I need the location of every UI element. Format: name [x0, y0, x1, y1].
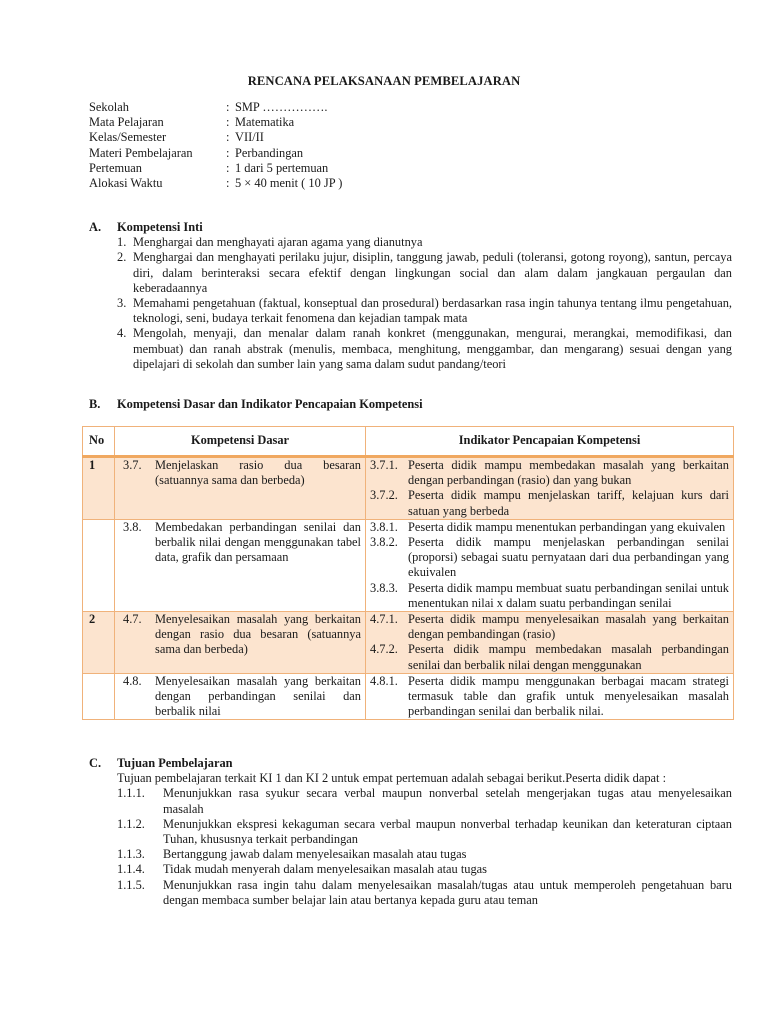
indicator-cell: [366, 519, 734, 611]
identity-colon: :: [226, 115, 230, 130]
section-title: Kompetensi Inti: [117, 220, 203, 234]
kd-entry: [119, 520, 361, 566]
indicator-number: 3.8.2.: [370, 535, 398, 550]
indicator-text: Peserta didik mampu menggunakan berbagai macam strategi termasuk table dan grafik untuk menyelesaikan masalah perbandingan senilai dan berbalik nilai.: [408, 673, 729, 719]
identity-colon: :: [226, 100, 230, 114]
identity-block: [89, 100, 342, 191]
objective-item: [117, 786, 732, 816]
identity-value: 5 × 40 menit ( 10 JP ): [235, 175, 343, 190]
kd-text: Menyelesaikan masalah yang berkaitan dengan perbandingan senilai dan berbalik nilai: [155, 673, 361, 719]
kd-cell: [115, 519, 366, 611]
column-header-indicator: Indikator Pencapaian Kompetensi: [366, 427, 734, 457]
section-letter: C.: [89, 756, 102, 770]
column-header-no: No: [83, 427, 115, 457]
kd-number: 4.8.: [123, 673, 142, 688]
section-heading: [89, 397, 732, 412]
indicator-cell: [366, 673, 734, 720]
kd-number: 3.7.: [123, 458, 142, 472]
indicator-cell: [366, 457, 734, 520]
objective-item: [117, 817, 732, 847]
kompetensi-table: [82, 426, 734, 720]
identity-row-school: [89, 100, 342, 115]
indicator-entry: [370, 488, 729, 518]
identity-label: Alokasi Waktu: [89, 175, 163, 190]
section-tujuan-pembelajaran: [89, 756, 732, 908]
indicator-text: Peserta didik mampu membedakan masalah perbandingan senilai dan berbalik nilai dengan menggunakan: [408, 642, 729, 672]
indicator-entry: [370, 612, 729, 642]
objective-number: 1.1.3.: [117, 847, 145, 862]
indicator-text: Peserta didik mampu menyelesaikan masalah yang berkaitan dengan pembandingan (rasio): [408, 612, 729, 642]
identity-colon: :: [226, 160, 230, 175]
identity-label: Mata Pelajaran: [89, 115, 164, 130]
objective-text: Menunjukkan rasa syukur secara verbal maupun nonverbal setelah mengerjakan tugas atau menyelesaikan masalah: [163, 786, 732, 816]
table-row: [83, 673, 734, 720]
ki-number: 1.: [117, 235, 127, 250]
identity-value: Matematika: [235, 115, 295, 130]
indicator-number: 4.8.1.: [370, 673, 398, 688]
section-letter: A.: [89, 220, 102, 234]
objective-text: Bertanggung jawab dalam menyelesaikan masalah atau tugas: [163, 847, 467, 862]
ki-item: [89, 250, 732, 296]
ki-item: [89, 235, 732, 250]
identity-label: Materi Pembelajaran: [89, 145, 193, 160]
identity-value: VII/II: [235, 130, 264, 145]
kd-entry: [119, 674, 361, 720]
column-header-kd: Kompetensi Dasar: [115, 427, 366, 457]
kd-cell: [115, 457, 366, 520]
identity-row-meeting: [89, 161, 342, 176]
indicator-entry: [370, 535, 729, 581]
indicator-entry: [370, 520, 729, 535]
identity-label: Kelas/Semester: [89, 130, 167, 145]
table-row: [83, 457, 734, 520]
section-heading: [89, 756, 732, 771]
row-number: [83, 673, 115, 720]
identity-row-time: [89, 176, 342, 191]
ki-text: Memahami pengetahuan (faktual, konseptual dan prosedural) berdasarkan rasa ingin tahunya tentang ilmu pengetahuan, teknologi, seni, budaya terkait fenomena dan kejadian tampak mata: [133, 296, 732, 326]
kd-entry: [119, 612, 361, 658]
section-title: Kompetensi Dasar dan Indikator Pencapaian Kompetensi: [117, 397, 423, 411]
indicator-text: Peserta didik mampu menentukan perbandingan yang ekuivalen: [408, 519, 726, 534]
objective-number: 1.1.4.: [117, 862, 145, 877]
identity-row-subject: [89, 115, 342, 130]
identity-label: Pertemuan: [89, 160, 142, 175]
table-header-row: [83, 427, 734, 457]
indicator-number: 4.7.1.: [370, 612, 398, 627]
identity-row-class: [89, 130, 342, 145]
table-row: [83, 612, 734, 674]
indicator-text: Peserta didik mampu menjelaskan tariff, kelajuan kurs dari satuan yang berbeda: [408, 488, 729, 518]
identity-row-material: [89, 146, 342, 161]
section-title: Tujuan Pembelajaran: [117, 756, 233, 770]
ki-text: Menghargai dan menghayati ajaran agama yang dianutnya: [133, 235, 423, 250]
kd-text: Menyelesaikan masalah yang berkaitan dengan rasio dua besaran (satuannya sama dan berbeda): [155, 612, 361, 657]
kd-cell: [115, 612, 366, 674]
ki-number: 4.: [117, 326, 127, 341]
objective-item: [117, 847, 732, 862]
objective-text: Menunjukkan ekspresi kekaguman secara verbal maupun nonverbal terhadap keunikan dan keteraturan ciptaan Tuhan, khususnya terkait perbandingan: [163, 816, 732, 847]
indicator-entry: [370, 581, 729, 611]
indicator-cell: [366, 612, 734, 674]
objective-text: Tidak mudah menyerah dalam menyelesaikan masalah atau tugas: [163, 862, 488, 877]
section-heading: [89, 220, 732, 235]
indicator-number: 3.8.1.: [370, 519, 398, 534]
identity-colon: :: [226, 175, 230, 190]
identity-colon: :: [226, 130, 230, 145]
ki-number: 2.: [117, 250, 127, 265]
objective-number: 1.1.2.: [117, 816, 145, 831]
objective-text: Menunjukkan rasa ingin tahu dalam menyelesaikan masalah/tugas atau untuk memperoleh pengetahuan baru dengan membaca sumber belajar lain atau bertanya kepada guru atau teman: [163, 877, 732, 907]
row-number: 2: [83, 612, 115, 674]
kd-cell: [115, 673, 366, 720]
indicator-entry: [370, 458, 729, 488]
kd-text: Menjelaskan rasio dua besaran (satuannya sama dan berbeda): [155, 458, 361, 488]
kd-number: 3.8.: [123, 519, 142, 534]
row-number: [83, 519, 115, 611]
indicator-text: Peserta didik mampu menjelaskan perbandingan senilai (proporsi) sebagai suatu pernyataan dari dua perbandingan yang ekuivalen: [408, 535, 729, 580]
objective-number: 1.1.5.: [117, 877, 145, 892]
section-kompetensi-dasar: [89, 397, 732, 412]
ki-text: Menghargai dan menghayati perilaku jujur, disiplin, tanggung jawab, peduli (toleransi, gotong royong), santun, percaya diri, dalam berinteraksi secara efektif dengan lingkungan social dan alam dalam jangkauan pergaulan dan keberadaannya: [133, 250, 732, 295]
indicator-number: 3.7.2.: [370, 488, 398, 503]
ki-item: [89, 296, 732, 326]
identity-value: Perbandingan: [235, 145, 304, 160]
document-title: RENCANA PELAKSANAAN PEMBELAJARAN: [247, 74, 521, 88]
indicator-text: Peserta didik mampu membuat suatu perbandingan senilai untuk menentukan nilai x dalam suatu perbandingan senilai: [408, 580, 729, 610]
kd-number: 4.7.: [123, 612, 142, 627]
table-row: [83, 519, 734, 611]
indicator-number: 4.7.2.: [370, 642, 398, 657]
section-kompetensi-inti: [89, 220, 732, 372]
identity-colon: :: [226, 145, 230, 160]
objective-item: [117, 878, 732, 908]
objective-item: [117, 862, 732, 877]
indicator-number: 3.7.1.: [370, 458, 398, 472]
identity-value: SMP …………….: [235, 100, 328, 114]
indicator-text: Peserta didik mampu membedakan masalah yang berkaitan dengan perbandingan (rasio) dan yang bukan: [408, 458, 729, 488]
objective-number: 1.1.1.: [117, 786, 145, 801]
ki-item: [89, 326, 732, 372]
section-intro: Tujuan pembelajaran terkait KI 1 dan KI 2 untuk empat pertemuan adalah sebagai berikut.Peserta didik dapat :: [117, 771, 667, 786]
indicator-number: 3.8.3.: [370, 580, 398, 595]
row-number: 1: [83, 457, 115, 520]
ki-text: Mengolah, menyaji, dan menalar dalam ranah konkret (menggunakan, mengurai, merangkai, memodifikasi, dan membuat) dan ranah abstrak (menulis, membaca, menghitung, menggambar, dan mengarang) sesuai dengan yang dipelajari di sekolah dan sumber lain yang sama dalam sudut pandang/teori: [133, 326, 732, 371]
identity-label: Sekolah: [89, 100, 129, 114]
indicator-entry: [370, 642, 729, 672]
kd-entry: [119, 458, 361, 488]
identity-value: 1 dari 5 pertemuan: [235, 160, 329, 175]
indicator-entry: [370, 674, 729, 720]
section-letter: B.: [89, 397, 101, 411]
kd-text: Membedakan perbandingan senilai dan berbalik nilai dengan menggunakan tabel data, grafik dan persamaan: [155, 519, 361, 565]
ki-number: 3.: [117, 296, 127, 311]
